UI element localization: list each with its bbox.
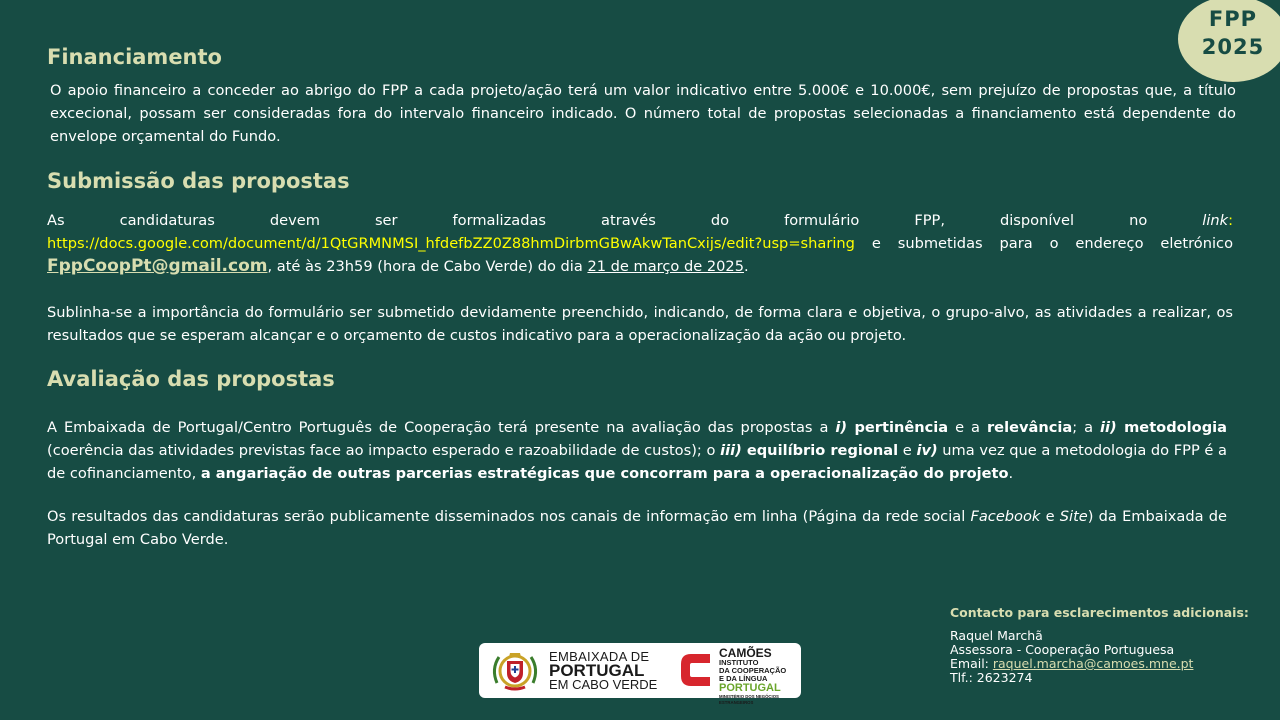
camoes-c-logo-icon xyxy=(677,648,715,692)
form-url-link[interactable]: https://docs.google.com/document/d/1QtGRMNMSI_hfdefbZZ0Z88hmDirbmGBwAkwTanCxijs/edit?usp=sharing xyxy=(47,235,855,252)
camoes-line-3: DA COOPERAÇÃO xyxy=(719,666,787,675)
contact-email-label: Email: xyxy=(950,656,993,671)
camoes-line-6: MINISTÉRIO DOS NEGÓCIOS ESTRANGEIROS xyxy=(719,694,779,705)
avaliacao-heading: Avaliação das propostas xyxy=(47,367,335,391)
camoes-line-4: E DA LÍNGUA xyxy=(719,674,768,683)
camoes-line-1: CAMÕES xyxy=(719,646,772,660)
avaliacao-p2-connector: e xyxy=(1040,508,1060,525)
avaliacao-paragraph-1 xyxy=(47,416,1227,485)
contact-title: Contacto para esclarecimentos adicionais: xyxy=(950,605,1249,620)
financiamento-paragraph: O apoio financeiro a conceder ao abrigo do FPP a cada projeto/ação terá um valor indicativo entre 5.000€ e 10.000€, sem prejuízo de propostas que, a título excecional, possam ser consideradas fora do intervalo financeiro indicado. O número total de propostas selecionadas a financiamento está dependente do envelope orçamental do Fundo. xyxy=(50,82,1236,145)
avaliacao-paragraph-2 xyxy=(47,505,1227,551)
link-word: link xyxy=(1202,212,1229,229)
embaixada-line-3: EM CABO VERDE xyxy=(549,677,658,692)
avaliacao-connector-2: ; a xyxy=(1072,419,1100,436)
financiamento-heading: Financiamento xyxy=(47,45,222,69)
criterion-iv-marker: iv) xyxy=(916,442,938,459)
submissao-text-a: As candidaturas devem ser formalizadas através do formulário FPP, disponível no xyxy=(47,212,1203,229)
facebook-word: Facebook xyxy=(970,508,1041,525)
badge-line-1: FPP xyxy=(1208,7,1258,31)
badge-line-2: 2025 xyxy=(1201,35,1265,59)
avaliacao-p2-text-b: ) da Embaixada de Portugal em Cabo Verde. xyxy=(47,508,1227,548)
portugal-coat-of-arms-icon xyxy=(487,649,543,693)
partner-logos xyxy=(479,643,801,705)
embaixada-line-1: EMBAIXADA DE xyxy=(549,649,650,664)
contact-phone: Tlf.: 2623274 xyxy=(950,670,1033,685)
criterion-angariacao: a angariação de outras parcerias estratégicas que concorram para a operacionalização do projeto xyxy=(200,465,1009,482)
site-word: Site xyxy=(1059,508,1088,525)
criterion-pertinencia: pertinência xyxy=(847,419,949,436)
criterion-iii-marker: iii) xyxy=(720,442,742,459)
fpp-2025-badge xyxy=(1178,0,1280,82)
camoes-line-5: PORTUGAL xyxy=(719,682,781,694)
submission-email-link[interactable]: FppCoopPt@gmail.com xyxy=(47,256,268,276)
avaliacao-p2-text-a: Os resultados das candidaturas serão publicamente disseminados nos canais de informação em linha (Página da rede social xyxy=(47,508,971,525)
embaixada-logo-text xyxy=(549,651,665,691)
camoes-logo-text xyxy=(719,647,799,706)
submissao-heading: Submissão das propostas xyxy=(47,169,350,193)
submissao-text-d: . xyxy=(743,258,749,275)
criterion-equilibrio: equilíbrio regional xyxy=(741,442,899,459)
camoes-line-2: INSTITUTO xyxy=(719,658,759,667)
embaixada-line-2: PORTUGAL xyxy=(549,661,645,680)
deadline-date: 21 de março de 2025 xyxy=(587,258,744,275)
criterion-metodologia: metodologia xyxy=(1116,419,1227,436)
avaliacao-text-tail: uma vez que a metodologia do FPP é a de cofinanciamento, xyxy=(47,442,1227,482)
contact-email-link[interactable]: raquel.marcha@camoes.mne.pt xyxy=(992,656,1194,671)
avaliacao-text-paren: (coerência das atividades previstas face ao impacto esperado e razoabilidade de custos); o xyxy=(47,442,721,459)
avaliacao-connector-3: e xyxy=(898,442,917,459)
criterion-relevancia: relevância xyxy=(986,419,1073,436)
submissao-text-b: e submetidas para o endereço eletrónico xyxy=(854,235,1233,252)
contact-name: Raquel Marchã xyxy=(950,628,1043,643)
criterion-ii-marker: ii) xyxy=(1100,419,1117,436)
contact-email-row xyxy=(950,657,1249,671)
criterion-i-marker: i) xyxy=(835,419,848,436)
avaliacao-connector-1: e a xyxy=(948,419,987,436)
contact-block xyxy=(950,606,1249,685)
submissao-paragraph-1 xyxy=(47,209,1233,278)
avaliacao-text-a: A Embaixada de Portugal/Centro Português de Cooperação terá presente na avaliação das propostas a xyxy=(47,419,836,436)
submissao-paragraph-2: Sublinha-se a importância do formulário ser submetido devidamente preenchido, indicando, de forma clara e objetiva, o grupo-alvo, as atividades a realizar, os resultados que se esperam alcançar e o orçamento de custos indicativo para a operacionalização da ação ou projeto. xyxy=(47,304,1233,344)
link-colon: : xyxy=(1228,212,1233,229)
contact-role: Assessora - Cooperação Portuguesa xyxy=(950,642,1175,657)
submissao-text-c: , até às 23h59 (hora de Cabo Verde) do dia xyxy=(267,258,588,275)
avaliacao-text-end: . xyxy=(1008,465,1014,482)
